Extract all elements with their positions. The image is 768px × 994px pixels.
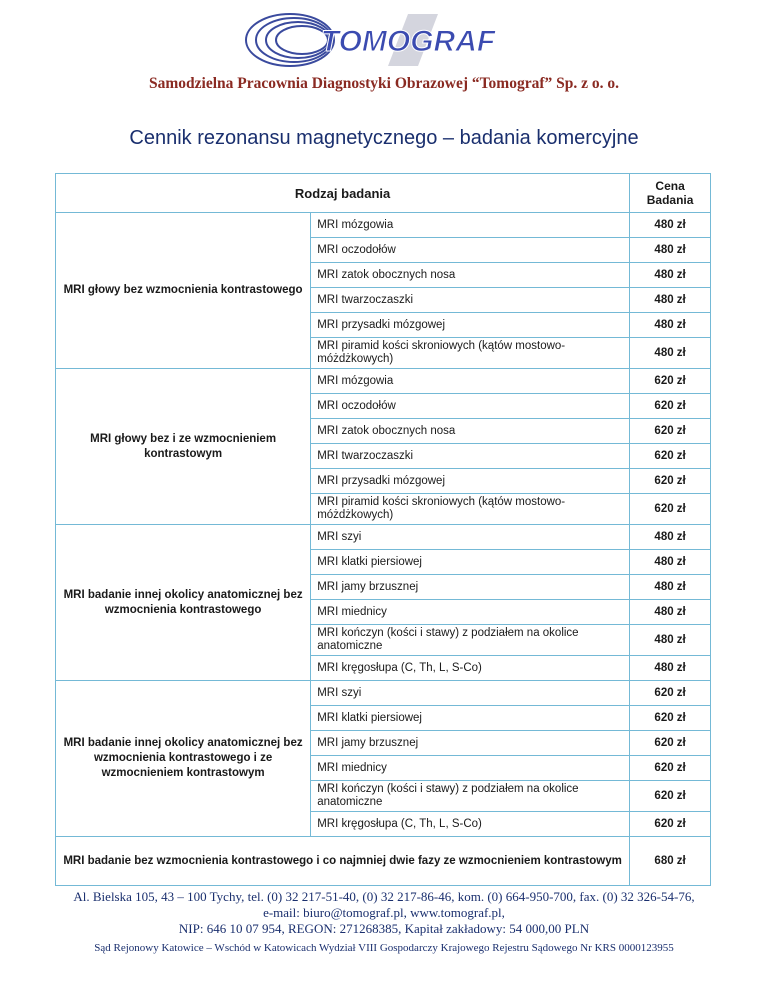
table-row <box>56 525 711 550</box>
price-cell: 620 zł <box>630 394 711 419</box>
exam-name-cell: MRI piramid kości skroniowych (kątów mostowo-móżdżkowych) <box>311 338 630 369</box>
price-cell: 620 zł <box>630 756 711 781</box>
exam-name-cell: MRI miednicy <box>311 600 630 625</box>
tomograf-logo <box>238 10 538 70</box>
price-cell: 620 zł <box>630 494 711 525</box>
price-table <box>55 173 711 886</box>
price-cell: 620 zł <box>630 706 711 731</box>
col-header-price <box>630 174 711 213</box>
category-cell: MRI badanie innej okolicy anatomicznej bez wzmocnienia kontrastowego i ze wzmocnieniem kontrastowym <box>56 681 311 837</box>
exam-name-cell: MRI mózgowia <box>311 213 630 238</box>
price-cell: 480 zł <box>630 550 711 575</box>
exam-name-cell: MRI klatki piersiowej <box>311 706 630 731</box>
price-cell: 480 zł <box>630 338 711 369</box>
table-row-final <box>56 837 711 886</box>
exam-name-cell: MRI oczodołów <box>311 238 630 263</box>
footer-court: Sąd Rejonowy Katowice – Wschód w Katowicach Wydział VIII Gospodarczy Krajowego Rejestru Sądowego Nr KRS 0000123955 <box>94 942 674 954</box>
footer-address: Al. Bielska 105, 43 – 100 Tychy, tel. (0) 32 217-51-40, (0) 32 217-86-46, kom. (0) 664-950-700, fax. (0) 32 326-54-76, <box>73 889 695 904</box>
exam-name-cell: MRI oczodołów <box>311 394 630 419</box>
price-cell: 480 zł <box>630 656 711 681</box>
price-cell: 480 zł <box>630 313 711 338</box>
table-row <box>56 681 711 706</box>
exam-name-cell: MRI zatok obocznych nosa <box>311 419 630 444</box>
price-cell: 480 zł <box>630 238 711 263</box>
company-name: Samodzielna Pracownia Diagnostyki Obrazowej “Tomograf” Sp. z o. o. <box>148 75 620 92</box>
final-exam-label: MRI badanie bez wzmocnienia kontrastowego i co najmniej dwie fazy ze wzmocnieniem kontrastowym <box>56 837 630 886</box>
price-cell: 480 zł <box>630 625 711 656</box>
exam-name-cell: MRI szyi <box>311 525 630 550</box>
exam-name-cell: MRI mózgowia <box>311 369 630 394</box>
category-cell: MRI badanie innej okolicy anatomicznej bez wzmocnienia kontrastowego <box>56 525 311 681</box>
exam-name-cell: MRI zatok obocznych nosa <box>311 263 630 288</box>
footer <box>0 889 768 956</box>
exam-name-cell: MRI miednicy <box>311 756 630 781</box>
price-cell: 480 zł <box>630 525 711 550</box>
col-header-type: Rodzaj badania <box>56 174 630 213</box>
exam-name-cell: MRI jamy brzusznej <box>311 731 630 756</box>
exam-name-cell: MRI kończyn (kości i stawy) z podziałem na okolice anatomiczne <box>311 625 630 656</box>
exam-name-cell: MRI jamy brzusznej <box>311 575 630 600</box>
exam-name-cell: MRI szyi <box>311 681 630 706</box>
exam-name-cell: MRI kręgosłupa (C, Th, L, S-Co) <box>311 656 630 681</box>
price-cell: 620 zł <box>630 444 711 469</box>
price-cell: 480 zł <box>630 600 711 625</box>
logo-wordmark: TOMOGRAF <box>320 25 496 58</box>
table-row <box>56 213 711 238</box>
final-price-cell: 680 zł <box>630 837 711 886</box>
category-cell: MRI głowy bez wzmocnienia kontrastowego <box>56 213 311 369</box>
price-cell: 620 zł <box>630 681 711 706</box>
col-header-price-line1: Cena <box>655 179 685 193</box>
price-cell: 620 zł <box>630 469 711 494</box>
category-cell: MRI głowy bez i ze wzmocnieniem kontrastowym <box>56 369 311 525</box>
exam-name-cell: MRI przysadki mózgowej <box>311 313 630 338</box>
price-cell: 620 zł <box>630 781 711 812</box>
exam-name-cell: MRI klatki piersiowej <box>311 550 630 575</box>
col-header-price-line2: Badania <box>646 193 694 207</box>
exam-name-cell: MRI twarzoczaszki <box>311 444 630 469</box>
price-cell: 620 zł <box>630 369 711 394</box>
table-row <box>56 369 711 394</box>
page-title: Cennik rezonansu magnetycznego – badania komercyjne <box>129 127 639 149</box>
price-cell: 620 zł <box>630 419 711 444</box>
table-header-row <box>56 174 711 213</box>
exam-name-cell: MRI twarzoczaszki <box>311 288 630 313</box>
exam-name-cell: MRI kręgosłupa (C, Th, L, S-Co) <box>311 812 630 837</box>
exam-name-cell: MRI przysadki mózgowej <box>311 469 630 494</box>
price-cell: 620 zł <box>630 731 711 756</box>
exam-name-cell: MRI kończyn (kości i stawy) z podziałem na okolice anatomiczne <box>311 781 630 812</box>
price-cell: 480 zł <box>630 575 711 600</box>
exam-name-cell: MRI piramid kości skroniowych (kątów mostowo-móżdżkowych) <box>311 494 630 525</box>
price-cell: 480 zł <box>630 288 711 313</box>
footer-nip: NIP: 646 10 07 954, REGON: 271268385, Kapitał zakładowy: 54 000,00 PLN <box>178 921 590 936</box>
price-cell: 480 zł <box>630 263 711 288</box>
price-cell: 480 zł <box>630 213 711 238</box>
price-cell: 620 zł <box>630 812 711 837</box>
footer-email: e-mail: biuro@tomograf.pl, www.tomograf.pl, <box>263 905 505 920</box>
